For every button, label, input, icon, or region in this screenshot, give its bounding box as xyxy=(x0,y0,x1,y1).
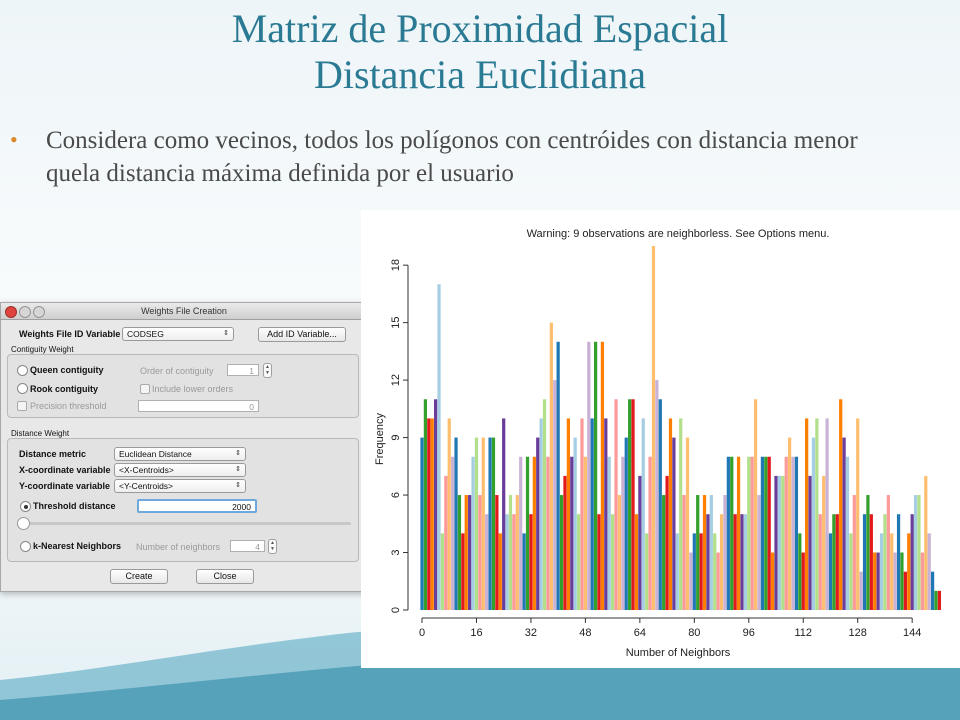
bar-41 xyxy=(560,495,563,610)
bar-4 xyxy=(434,399,437,610)
y-tick-label: 12 xyxy=(390,373,402,387)
bar-63 xyxy=(635,514,638,610)
bar-78 xyxy=(686,438,689,610)
bar-67 xyxy=(648,457,651,610)
x-tick-label: 48 xyxy=(579,627,592,639)
bar-29 xyxy=(519,457,522,610)
bar-58 xyxy=(618,495,621,610)
bar-48 xyxy=(584,457,587,610)
distance-metric-label: Distance metric xyxy=(19,449,87,459)
bar-114 xyxy=(808,476,811,610)
threshold-slider-thumb[interactable] xyxy=(17,517,30,530)
x-tick-label: 32 xyxy=(524,627,538,639)
bar-2 xyxy=(427,418,430,610)
bar-122 xyxy=(836,514,839,610)
bar-33 xyxy=(533,457,536,610)
bar-83 xyxy=(703,495,706,610)
bar-123 xyxy=(839,399,842,610)
bar-96 xyxy=(747,457,750,610)
bar-129 xyxy=(860,572,863,610)
neighbors-stepper[interactable]: ▲ ▼ xyxy=(268,539,277,554)
number-of-neighbors-label: Number of neighbors xyxy=(136,542,221,552)
bar-117 xyxy=(819,514,822,610)
bar-76 xyxy=(679,418,682,610)
bar-135 xyxy=(880,533,883,610)
bar-99 xyxy=(757,495,760,610)
title-line-2: Distancia Euclidiana xyxy=(313,52,647,97)
bar-68 xyxy=(652,246,655,610)
bar-140 xyxy=(897,514,900,610)
threshold-slider-track[interactable] xyxy=(23,522,351,525)
threshold-distance-label: Threshold distance xyxy=(33,501,116,511)
bar-26 xyxy=(509,495,512,610)
bar-14 xyxy=(468,495,471,610)
bar-111 xyxy=(798,533,801,610)
bar-116 xyxy=(815,418,818,610)
bar-102 xyxy=(768,457,771,610)
updown-arrows-icon: ⇕ xyxy=(235,450,241,457)
bar-1 xyxy=(424,399,427,610)
bar-101 xyxy=(764,457,767,610)
x-tick-label: 64 xyxy=(633,627,646,639)
bar-90 xyxy=(727,457,730,610)
bar-87 xyxy=(717,553,720,610)
bar-149 xyxy=(928,533,931,610)
y-coordinate-label: Y-coordinate variable xyxy=(19,481,111,491)
bar-8 xyxy=(448,418,451,610)
bar-71 xyxy=(662,495,665,610)
bar-148 xyxy=(924,476,927,610)
bar-36 xyxy=(543,399,546,610)
bar-21 xyxy=(492,438,495,610)
bar-82 xyxy=(700,533,703,610)
bar-139 xyxy=(894,553,897,610)
bar-108 xyxy=(788,438,791,610)
bar-57 xyxy=(614,399,617,610)
close-button[interactable]: Close xyxy=(196,569,254,584)
bar-119 xyxy=(825,418,828,610)
bar-112 xyxy=(802,553,805,610)
bar-74 xyxy=(672,438,675,610)
bar-62 xyxy=(631,399,634,610)
neighbors-histogram xyxy=(361,210,960,668)
bar-55 xyxy=(608,457,611,610)
bar-85 xyxy=(710,495,713,610)
x-tick-label: 16 xyxy=(470,627,483,639)
id-variable-value: CODSEG xyxy=(127,329,164,339)
precision-threshold-field[interactable]: 0 xyxy=(138,400,259,412)
include-lower-orders-label: Include lower orders xyxy=(152,384,234,394)
bar-88 xyxy=(720,514,723,610)
bar-98 xyxy=(754,399,757,610)
bar-46 xyxy=(577,514,580,610)
weights-file-creation-dialog xyxy=(0,302,368,592)
y-tick-label: 18 xyxy=(390,259,402,272)
bar-34 xyxy=(536,438,539,610)
bar-81 xyxy=(696,495,699,610)
y-axis-label: Frequency xyxy=(374,413,386,465)
x-tick-label: 144 xyxy=(902,627,922,639)
y-tick-label: 6 xyxy=(390,491,402,499)
bar-97 xyxy=(751,457,754,610)
y-tick-label: 0 xyxy=(390,606,402,614)
bullet-point xyxy=(10,124,870,190)
bar-92 xyxy=(734,514,737,610)
bar-143 xyxy=(907,533,910,610)
distance-metric-select[interactable] xyxy=(114,447,246,461)
bar-147 xyxy=(921,553,924,610)
threshold-distance-field[interactable]: 2000 xyxy=(137,499,257,513)
bar-72 xyxy=(665,476,668,610)
bar-151 xyxy=(934,591,937,610)
id-variable-select[interactable] xyxy=(122,327,234,341)
bar-137 xyxy=(887,495,890,610)
bar-104 xyxy=(774,476,777,610)
bar-133 xyxy=(873,553,876,610)
bar-17 xyxy=(478,495,481,610)
y-tick-label: 15 xyxy=(390,316,402,329)
bar-39 xyxy=(553,380,556,610)
queen-contiguity-label: Queen contiguity xyxy=(30,365,104,375)
x-axis-label: Number of Neighbors xyxy=(625,647,731,659)
bar-31 xyxy=(526,457,529,610)
knn-label: k-Nearest Neighbors xyxy=(33,541,122,551)
bar-51 xyxy=(594,342,597,610)
x-coordinate-value: <X-Centroids> xyxy=(119,465,174,475)
number-of-neighbors-field[interactable]: 4 xyxy=(230,540,265,552)
bar-142 xyxy=(904,572,907,610)
bar-50 xyxy=(591,418,594,610)
bar-77 xyxy=(682,495,685,610)
bar-10 xyxy=(454,438,457,610)
x-tick-label: 0 xyxy=(418,627,426,639)
bar-120 xyxy=(829,533,832,610)
bar-19 xyxy=(485,514,488,610)
threshold-distance-radio[interactable] xyxy=(20,501,31,512)
bar-106 xyxy=(781,476,784,610)
bar-45 xyxy=(574,438,577,610)
rook-contiguity-radio[interactable] xyxy=(17,383,28,394)
y-coordinate-value: <Y-Centroids> xyxy=(119,481,174,491)
bar-89 xyxy=(723,495,726,610)
bar-94 xyxy=(740,514,743,610)
bar-65 xyxy=(642,418,645,610)
bar-144 xyxy=(911,514,914,610)
bar-23 xyxy=(499,533,502,610)
slide-title xyxy=(0,6,960,98)
precision-threshold-checkbox[interactable] xyxy=(17,401,27,411)
bar-125 xyxy=(846,457,849,610)
bar-5 xyxy=(437,284,440,610)
bar-121 xyxy=(832,514,835,610)
bar-61 xyxy=(628,399,631,610)
bar-30 xyxy=(523,533,526,610)
distance-section-label: Distance Weight xyxy=(11,429,70,438)
bar-11 xyxy=(458,495,461,610)
bar-53 xyxy=(601,342,604,610)
bar-28 xyxy=(516,495,519,610)
bar-69 xyxy=(655,380,658,610)
bar-84 xyxy=(706,514,709,610)
bar-38 xyxy=(550,323,553,610)
bar-132 xyxy=(870,514,873,610)
updown-arrows-icon: ⇕ xyxy=(235,466,241,473)
updown-arrows-icon: ⇕ xyxy=(235,482,241,489)
bar-59 xyxy=(621,457,624,610)
y-coordinate-select[interactable] xyxy=(114,479,246,493)
bar-0 xyxy=(420,438,423,610)
bar-103 xyxy=(771,553,774,610)
title-line-1: Matriz de Proximidad Espacial xyxy=(231,6,729,51)
bar-105 xyxy=(778,476,781,610)
bar-52 xyxy=(597,514,600,610)
rook-contiguity-label: Rook contiguity xyxy=(30,384,98,394)
bar-113 xyxy=(805,418,808,610)
bar-146 xyxy=(917,495,920,610)
bar-80 xyxy=(693,533,696,610)
bar-127 xyxy=(853,495,856,610)
bar-37 xyxy=(546,457,549,610)
bar-32 xyxy=(529,514,532,610)
bar-42 xyxy=(563,476,566,610)
bar-64 xyxy=(638,476,641,610)
bar-9 xyxy=(451,457,454,610)
bar-107 xyxy=(785,457,788,610)
bar-141 xyxy=(900,553,903,610)
x-tick-label: 112 xyxy=(794,627,813,639)
precision-threshold-label: Precision threshold xyxy=(30,401,107,411)
bar-12 xyxy=(461,533,464,610)
order-of-contiguity-label: Order of contiguity xyxy=(140,366,214,376)
bar-73 xyxy=(669,418,672,610)
bar-110 xyxy=(795,457,798,610)
bar-75 xyxy=(676,533,679,610)
bar-115 xyxy=(812,438,815,610)
bar-56 xyxy=(611,514,614,610)
bar-44 xyxy=(570,457,573,610)
queen-contiguity-radio[interactable] xyxy=(17,365,28,376)
bar-6 xyxy=(441,533,444,610)
x-coordinate-label: X-coordinate variable xyxy=(19,465,111,475)
bar-25 xyxy=(505,514,508,610)
x-coordinate-select[interactable] xyxy=(114,463,246,477)
y-tick-label: 9 xyxy=(390,434,402,441)
bar-100 xyxy=(761,457,764,610)
distance-metric-value: Euclidean Distance xyxy=(119,449,192,459)
bar-24 xyxy=(502,418,505,610)
contiguity-section-label: Contiguity Weight xyxy=(11,345,74,354)
bar-40 xyxy=(557,342,560,610)
bar-15 xyxy=(471,457,474,610)
bar-126 xyxy=(849,533,852,610)
bar-93 xyxy=(737,457,740,610)
bar-43 xyxy=(567,418,570,610)
bar-138 xyxy=(890,533,893,610)
bar-136 xyxy=(883,514,886,610)
bar-7 xyxy=(444,476,447,610)
add-id-variable-button[interactable]: Add ID Variable... xyxy=(258,327,346,342)
dialog-titlebar xyxy=(1,303,367,320)
bar-16 xyxy=(475,438,478,610)
knn-radio[interactable] xyxy=(20,541,31,552)
bar-150 xyxy=(931,572,934,610)
bar-35 xyxy=(540,418,543,610)
bar-134 xyxy=(877,553,880,610)
bar-95 xyxy=(744,514,747,610)
x-tick-label: 128 xyxy=(848,627,867,639)
bar-70 xyxy=(659,399,662,610)
x-tick-label: 96 xyxy=(742,627,755,639)
bar-130 xyxy=(863,514,866,610)
bullet-text: Considera como vecinos, todos los polígonos con centróides con distancia menor quela distancia máxima definida por el usuario xyxy=(46,127,858,187)
bar-group xyxy=(420,246,941,610)
bar-91 xyxy=(730,457,733,610)
bar-145 xyxy=(914,495,917,610)
dialog-title: Weights File Creation xyxy=(141,306,227,316)
bar-124 xyxy=(842,438,845,610)
histogram-svg xyxy=(361,210,960,668)
x-tick-label: 80 xyxy=(688,627,701,639)
bar-60 xyxy=(625,438,628,610)
bar-49 xyxy=(587,342,590,610)
order-of-contiguity-field[interactable]: 1 xyxy=(227,364,259,376)
bar-79 xyxy=(689,553,692,610)
bar-109 xyxy=(791,457,794,610)
bar-22 xyxy=(495,495,498,610)
y-tick-label: 3 xyxy=(390,549,402,556)
order-stepper[interactable]: ▲ ▼ xyxy=(263,363,272,378)
bar-118 xyxy=(822,476,825,610)
bullet-icon: • xyxy=(10,127,18,152)
create-button[interactable]: Create xyxy=(110,569,168,584)
bar-131 xyxy=(866,495,869,610)
updown-arrows-icon: ⇕ xyxy=(223,330,229,337)
bar-27 xyxy=(512,514,515,610)
bar-18 xyxy=(482,438,485,610)
bar-3 xyxy=(431,418,434,610)
bar-66 xyxy=(645,533,648,610)
chart-title: Warning: 9 observations are neighborless. See Options menu. xyxy=(526,228,830,240)
bar-86 xyxy=(713,533,716,610)
bar-13 xyxy=(465,495,468,610)
bar-128 xyxy=(856,418,859,610)
bar-47 xyxy=(580,418,583,610)
bar-54 xyxy=(604,418,607,610)
id-variable-label: Weights File ID Variable xyxy=(19,329,121,339)
bar-20 xyxy=(488,438,491,610)
include-lower-orders-checkbox[interactable] xyxy=(140,384,150,394)
bar-152 xyxy=(938,591,941,610)
